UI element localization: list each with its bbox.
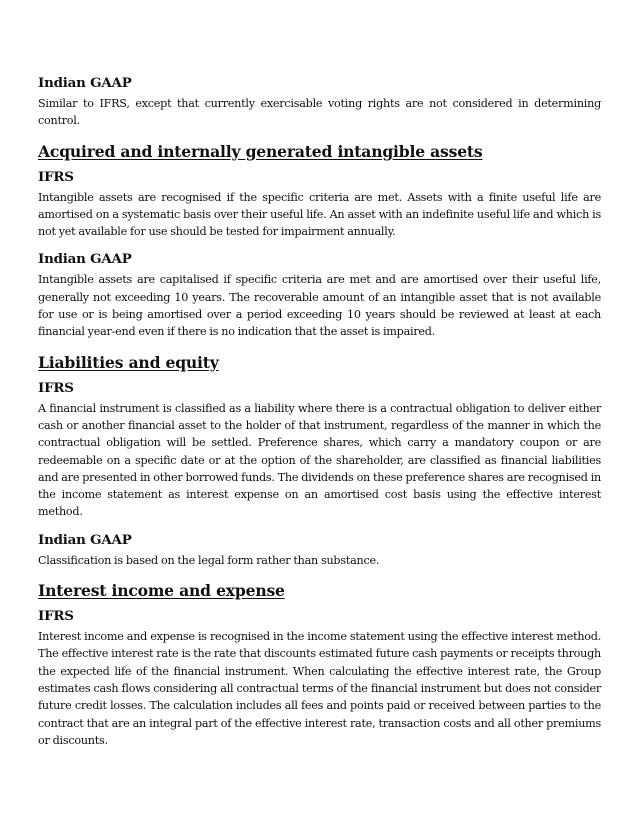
section-subheading-indian-gaap: Indian GAAP — [38, 75, 132, 91]
heading-liabilities-equity: Liabilities and equity — [38, 352, 219, 372]
paragraph-intangible-indian-gaap: Intangible assets are capitalised if specific criteria are met and are amortised over their useful life, generally not exceeding 10 years. The recoverable amount of an intangible asset that is not available for use or is being amortised over a period exceeding 10 years should be reviewed at least at each financial year-end even if there is no indication that the asset is impaired. — [38, 273, 601, 339]
section-subheading-indian-gaap: Indian GAAP — [38, 531, 132, 548]
section-subheading-ifrs: IFRS — [38, 168, 74, 185]
section-subheading-ifrs: IFRS — [38, 379, 74, 396]
paragraph-voting-rights: Similar to IFRS, except that currently exercisable voting rights are not considered in determining control. — [38, 97, 601, 128]
document-page — [38, 74, 601, 749]
paragraph-liabilities-indian-gaap: Classification is based on the legal form rather than substance. — [38, 553, 380, 567]
paragraph-intangible-ifrs: Intangible assets are recognised if the specific criteria are met. Assets with a finite useful life are amortised on a systematic basis over their useful life. An asset with an indefinite useful life and which is not yet available for use should be tested for impairment annually. — [38, 190, 601, 239]
paragraph-liabilities-ifrs: A financial instrument is classified as a liability where there is a contractual obligation to deliver either cash or another financial asset to the holder of that instrument, regardless of the manner in which the contractual obligation will be settled. Preference shares, which carry a mandatory coupon or are redeemable on a specific date or at the option of the shareholder, are classified as financial liabilities and are presented in other borrowed funds. The dividends on these preference shares are recognised in the income statement as interest expense on an amortised cost basis using the effective interest method. — [38, 401, 601, 519]
paragraph-interest-ifrs: Interest income and expense is recognised in the income statement using the effective interest method. The effective interest rate is the rate that discounts estimated future cash payments or receipts through the expected life of the financial instrument. When calculating the effective interest rate, the Group estimates cash flows considering all contractual terms of the financial instrument but does not consider future credit losses. The calculation includes all fees and points paid or received between parties to the contract that are an integral part of the effective interest rate, transaction costs and all other premiums or discounts. — [38, 630, 601, 747]
section-subheading-indian-gaap: Indian GAAP — [38, 251, 132, 268]
section-subheading-ifrs: IFRS — [38, 608, 74, 625]
heading-interest-income: Interest income and expense — [38, 581, 285, 601]
heading-intangible-assets: Acquired and internally generated intangible assets — [38, 141, 483, 161]
